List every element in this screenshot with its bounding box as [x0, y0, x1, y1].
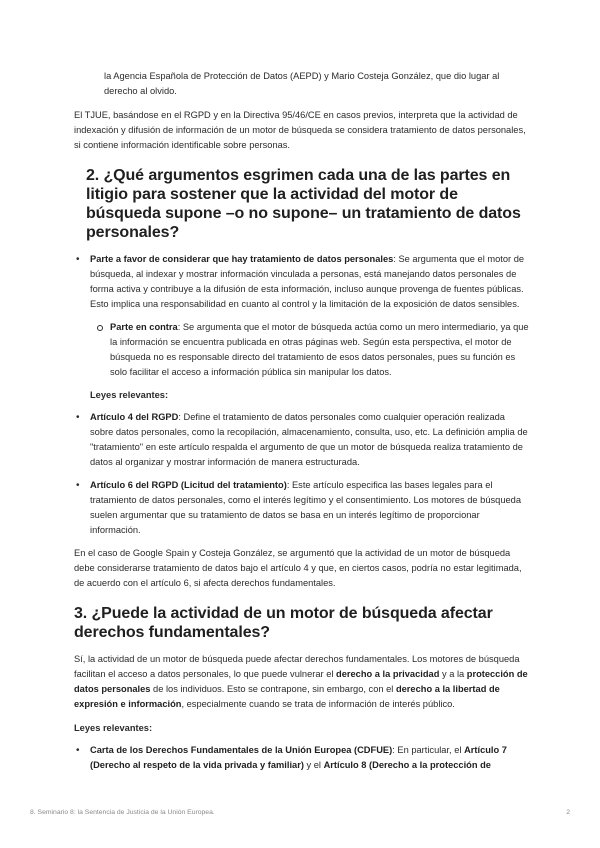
law-cdfue-label: Carta de los Derechos Fundamentales de la Unión Europea (CDFUE) [90, 745, 393, 755]
law-article-6-label: Artículo 6 del RGPD (Licitud del tratamiento) [90, 480, 287, 490]
argument-contra-text: : Se argumenta que el motor de búsqueda actúa como un mero intermediario, ya que la información se encuentra publicada en otras páginas web. Según esta perspectiva, el motor de búsqueda no es responsable directo del tratamiento de esos datos personales, pues su función es solo facilitar el acceso a información pública sin manipular los datos. [110, 322, 529, 377]
section-3-laws [74, 743, 530, 773]
page-number: 2 [566, 809, 570, 816]
section-3-heading: 3. ¿Puede la actividad de un motor de búsqueda afectar derechos fundamentales? [74, 605, 493, 641]
section-3-bold-data-protection: protección de datos personales [74, 669, 528, 694]
section-3-bold-privacy: derecho a la privacidad [336, 669, 440, 679]
law-cdfue-text-2: y el [303, 760, 324, 770]
section-2-heading: 2. ¿Qué argumentos esgrimen cada una de las partes en litigio para sostener que la actividad del motor de búsqueda supone –o no supone– un tratamiento de datos personales? [86, 167, 521, 241]
page-footer [30, 809, 570, 816]
document-body [74, 69, 530, 781]
law-article-4-text: : Define el tratamiento de datos personales como cualquier operación realizada sobre datos personales, como la recopilación, almacenamiento, consulta, uso, etc. La definición amplia de "tratamiento" en este artículo respalda el argumento de que un motor de búsqueda realiza tratamiento de datos al organizar y mostrar información de manera estructurada. [90, 412, 528, 467]
intro-paragraph: El TJUE, basándose en el RGPD y en la Directiva 95/46/CE en casos previos, interpreta que la actividad de indexación y difusión de información de un motor de búsqueda se considera tratamiento de datos personales, si contiene información identificable sobre personas. [74, 110, 526, 150]
argument-favor-label: Parte a favor de considerar que hay tratamiento de datos personales [90, 254, 394, 264]
law-article-6 [74, 478, 530, 538]
section-2-arguments [74, 252, 530, 380]
section-2-conclusion: En el caso de Google Spain y Costeja González, se argumentó que la actividad de un motor de búsqueda debe considerarse tratamiento de datos bajo el artículo 4 y que, en ciertos casos, podría no estar legitimada, de acuerdo con el artículo 6, si afecta derechos fundamentales. [74, 548, 522, 588]
law-article-4 [74, 410, 530, 470]
section-2-laws [74, 410, 530, 538]
argument-contra [74, 320, 530, 380]
section-3-text-3: de los individuos. Esto se contrapone, sin embargo, con el [150, 684, 396, 694]
section-3-text-1: Sí, la actividad de un motor de búsqueda puede afectar derechos fundamentales. Los motores de búsqueda facilitan el acceso a datos personales, lo que puede vulnerar el [74, 654, 520, 679]
section-3-paragraph [74, 652, 530, 712]
section-3-bold-expression: derecho a la libertad de expresión e información [74, 684, 500, 709]
law-cdfue-article-8: Artículo 8 (Derecho a la protección de [323, 760, 491, 770]
section-2-laws-label: Leyes relevantes: [90, 390, 169, 400]
section-3-laws-label: Leyes relevantes: [74, 723, 153, 733]
law-cdfue-text: : En particular, el [392, 745, 465, 755]
law-cdfue [74, 743, 530, 773]
section-3-text-4: , especialmente cuando se trata de información de interés público. [181, 699, 455, 709]
argument-favor [74, 252, 530, 312]
argument-favor-text: : Se argumenta que el motor de búsqueda, al indexar y mostrar información vinculada a personas, está manejando datos personales de forma activa y contribuye a la difusión de esta información, incluso aunque provenga de fuentes públicas. Esto implica una responsabilidad en cuanto al control y la limitación de la exposición de datos sensibles. [90, 254, 525, 309]
law-article-4-label: Artículo 4 del RGPD [90, 412, 179, 422]
law-cdfue-article-7: Artículo 7 (Derecho al respeto de la vida privada y familiar) [90, 745, 507, 770]
intro-continuation: la Agencia Española de Protección de Datos (AEPD) y Mario Costeja González, que dio lugar al derecho al olvido. [104, 71, 500, 96]
section-3-text-2: y a la [439, 669, 467, 679]
footer-title: 8. Seminario 8: la Sentencia de Justicia de la Unión Europea. [30, 809, 215, 816]
argument-contra-label: Parte en contra [110, 322, 178, 332]
law-article-6-text: : Este artículo especifica las bases legales para el tratamiento de datos personales, como el interés legítimo y el consentimiento. Los motores de búsqueda suelen argumentar que su tratamiento de datos se basa en un interés legítimo de proporcionar información. [90, 480, 521, 535]
